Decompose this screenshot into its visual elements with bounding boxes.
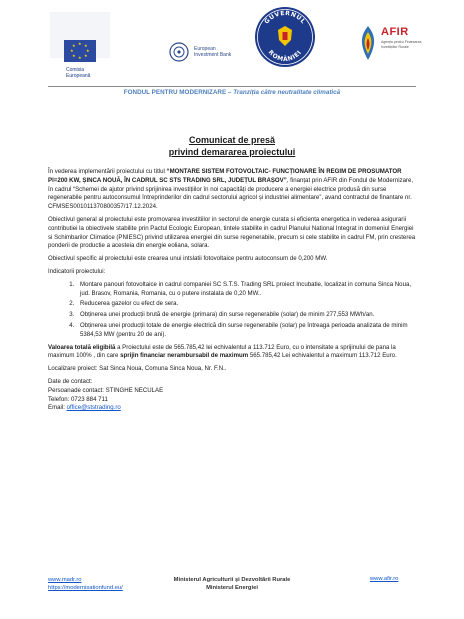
value-label: Valoarea totală eligibilă <box>48 343 116 351</box>
indicators-list <box>48 281 416 340</box>
european-commission-logo <box>50 12 110 82</box>
value-paragraph <box>48 344 416 362</box>
ministry-energy: Ministerul Energiei <box>206 585 258 591</box>
romanian-government-seal <box>254 6 316 68</box>
fund-name: FONDUL PENTRU MODERNIZARE <box>123 89 227 96</box>
footer-ministries <box>150 576 314 592</box>
fund-header-separator: – <box>226 89 234 96</box>
contact-email-label: Email: <box>48 404 67 412</box>
list-item: 2. Reducerea gazelor cu efect de sera. <box>76 300 416 309</box>
footer-left-links <box>48 576 123 592</box>
madr-link[interactable]: www.madr.ro <box>48 577 82 583</box>
intro-text-rest: , finanțat prin AFIR din Fondul de Modernizare, în cadrul “Schemei de ajutor privind sprijinirea investițiilor în noi capacități de producere a energiei electrice produsă din surse regenerabile pentru autoconsumul întreprinderilor din cadrul sectorului agricol și industriei alimentare”, avand contractul de finantare nr. CFMSES001011370800357/17.12.2024. <box>48 176 414 211</box>
eib-logo-line1: European <box>194 46 216 52</box>
list-item: 3. Obținerea unei producții brută de energie (primara) din surse regenerabile (solar) de minim 277,553 MWh/an. <box>76 311 416 320</box>
header-divider <box>48 86 416 87</box>
document-body <box>48 168 416 413</box>
document-subtitle: privind demararea proiectului <box>168 147 296 157</box>
indicators-label: Indicatorii proiectului: <box>48 267 106 275</box>
contact-block <box>48 378 416 413</box>
value-bold-text: sprijin financiar nerambursabil de maximum <box>120 352 249 360</box>
project-title: “MONTARE SISTEM FOTOVOLTAIC- FUNCȚIONARE ÎN REGIM DE PROSUMATOR Pl=200 KW, ȘINCA NOUĂ, ÎN CADRUL SC STS TRADING SRL, JUDEȚUL BRAȘOV” <box>48 168 402 184</box>
eib-logo-line2: Investment Bank <box>194 52 232 58</box>
afir-link[interactable]: www.afir.ro <box>370 576 399 582</box>
list-item: 1. Montare panouri fotovoltaice in cadrul companiei SC S.T.S. Trading SRL proiect Incubatie, localizat in comuna Sinca Noua, jud. Brasov, Romania, Romania, cu o putere instalata de 0,20 MW.. <box>76 281 416 299</box>
contact-person: Persoanade contact: STINGHE NECULAE <box>48 386 164 394</box>
intro-paragraph <box>48 168 416 212</box>
fund-header <box>0 89 464 96</box>
list-item: 4. Obținerea unei producții totale de energie electrică din surse regenerabile (solar) pe întreaga perioada analizata de minim 5384,53 MW (pentru 20 de ani). <box>76 322 416 340</box>
afir-emblem-icon <box>355 24 381 62</box>
afir-logo <box>355 24 435 74</box>
contact-label: Date de contact: <box>48 377 93 385</box>
general-objective-paragraph: Obiectivul general al proiectului este promovarea investitiilor in sectorul de energie curata si eficienta energetica in vederea asigurarii contributiei la obiectivele stabilite prin Pactul Ecologic European, tintele stabilite in cadrul Planului National Integrat in domeniul Energiei si Schimbarilor Climatice (PNIESC) privind utilizarea energiei din surse regenerabile, precum si cele stabilite in cadrul FM, prin cresterea ponderii de productie a acesteia din energie eoliana, solara. <box>48 215 416 250</box>
eib-logo <box>168 40 238 70</box>
eu-flag-icon: ★ ★ ★ ★ ★ ★ ★ ★ <box>64 40 96 62</box>
fund-tagline: Tranziția către neutralitate climatică <box>233 89 341 96</box>
contact-email-line <box>48 404 416 413</box>
afir-logo-word: AFIR <box>381 26 409 38</box>
value-text: a Proiectului este de 565.785,42 lei echivalentul a 113.712 Euro, cu o intensitate a sprijinului de pana la maximum 100% , din care <box>48 343 396 360</box>
location-paragraph: Localizare proiect: Sat Sinca Noua, Comuna Sinca Noua, Nr. F.N.. <box>48 365 227 373</box>
ec-logo-line2: Europeană <box>66 73 91 79</box>
contact-phone: Telefon: 0723 884 711 <box>48 395 108 403</box>
svg-text:GUVERNUL: GUVERNUL <box>263 9 307 26</box>
specific-objective-paragraph: Obiectivul specific al proiectului este crearea unui intslatii fotovoltaice pentru autoconsum de 0,200 MW. <box>48 255 328 263</box>
value-text-end: 565.785,42 Lei echivalentul a maximum 113.712 Euro. <box>248 352 397 360</box>
intro-text: În vederea implementării proiectului cu titlul <box>48 168 167 175</box>
svg-text:ROMÂNIEI: ROMÂNIEI <box>266 48 304 64</box>
modernisation-fund-link[interactable]: https://modernisationfund.eu/ <box>48 585 123 591</box>
email-link[interactable]: office@ststrading.ro <box>66 404 121 412</box>
afir-logo-subtitle: Agenția pentru Finanțarea Investițiilor Rurale <box>381 40 422 49</box>
ministry-agriculture: Ministerul Agriculturii și Dezvoltării Rurale <box>173 577 291 583</box>
document-title: Comunicat de presă <box>188 135 276 145</box>
eib-emblem-icon <box>168 42 190 62</box>
government-seal-icon <box>254 6 316 68</box>
ec-logo-line1: Comisia <box>66 67 85 73</box>
